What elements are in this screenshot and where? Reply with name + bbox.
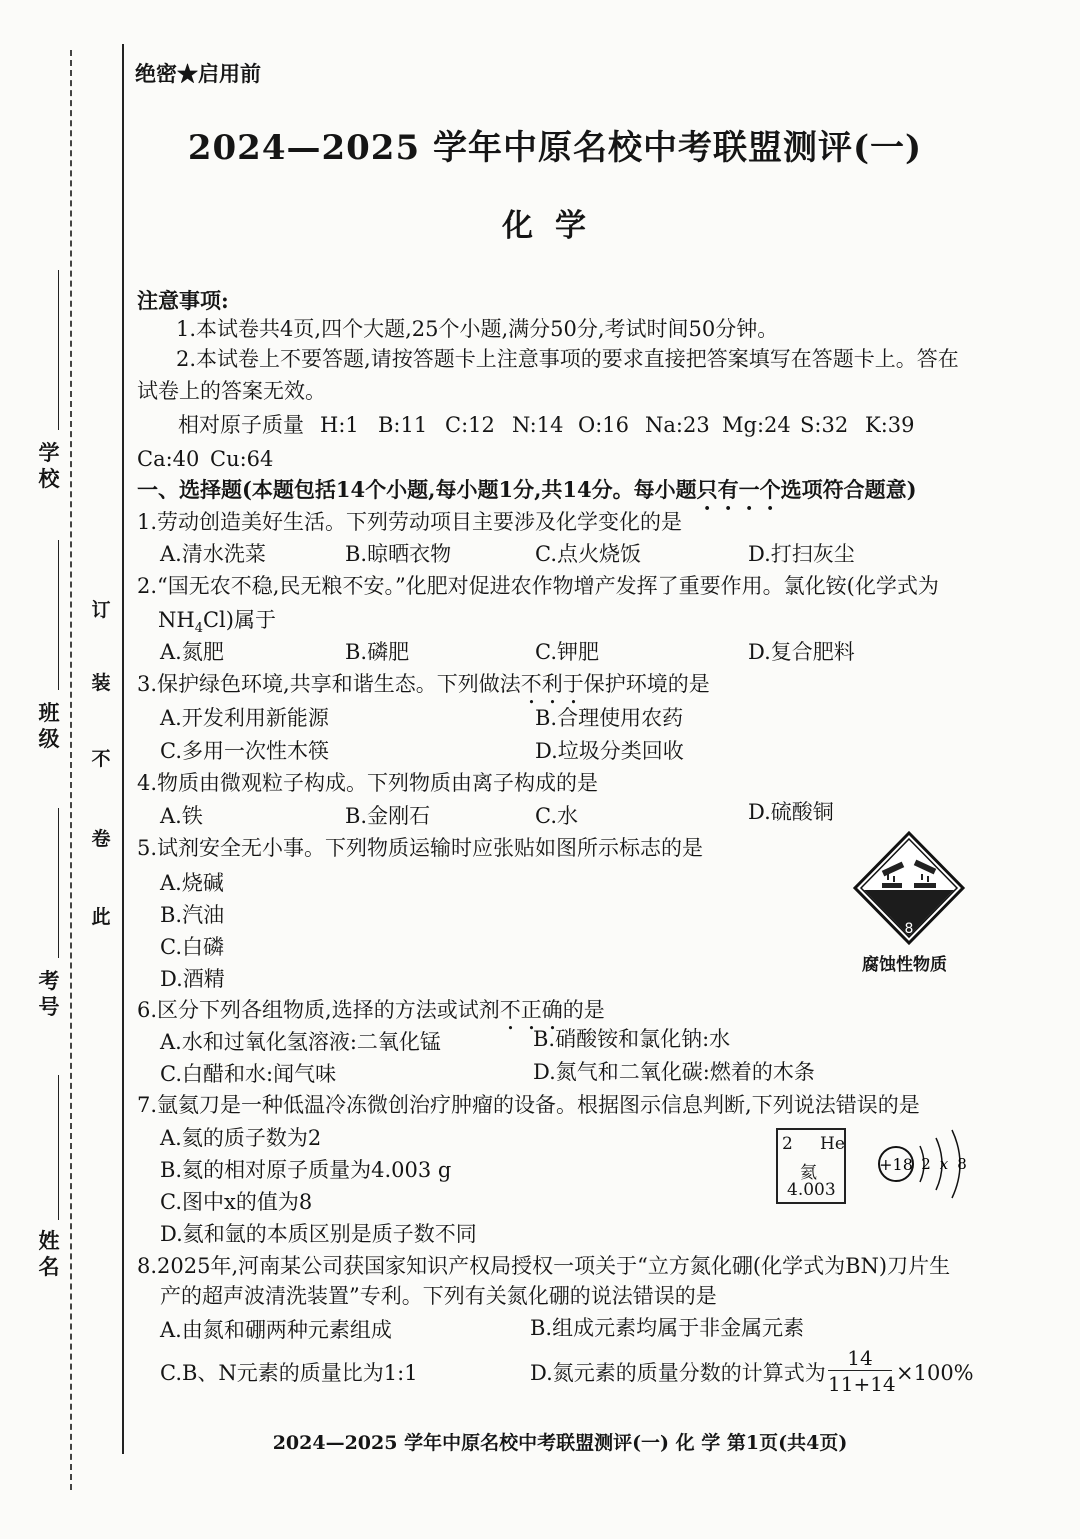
fraction-tail: ×100% bbox=[896, 1361, 974, 1385]
question-5-stem: 5.试剂安全无小事。下列物质运输时应张贴如图所示标志的是 bbox=[137, 836, 704, 860]
q5-option-a: A.烧碱 bbox=[160, 871, 224, 895]
q4-option-d: D.硫酸铜 bbox=[748, 800, 834, 824]
question-7-stem: 7.氩氦刀是一种低温冷冻微创治疗肿瘤的设备。根据图示信息判断,下列说法错误的是 bbox=[137, 1093, 920, 1117]
sign-caption: 腐蚀性物质 bbox=[862, 955, 947, 975]
question-3-stem: 3.保护绿色环境,共享和谐生态。下列做法不利于保护环境的是 bbox=[137, 672, 710, 696]
nucleus-charge: +18 bbox=[879, 1155, 913, 1174]
q3-option-b: B.合理使用农药 bbox=[535, 706, 684, 730]
element-name: 氦 bbox=[800, 1163, 817, 1183]
atomic-mass: Ca:40 bbox=[137, 447, 200, 471]
notes-heading: 注意事项: bbox=[137, 288, 229, 313]
top-secret-label: 绝密★启用前 bbox=[135, 61, 261, 86]
q2-option-a: A.氮肥 bbox=[160, 640, 224, 664]
seal-char: 装 bbox=[91, 672, 111, 694]
q2-option-d: D.复合肥料 bbox=[748, 640, 855, 664]
q8-option-b: B.组成元素均属于非金属元素 bbox=[530, 1316, 805, 1340]
question-4-stem: 4.物质由微观粒子构成。下列物质由离子构成的是 bbox=[137, 771, 599, 795]
question-8-stem: 8.2025年,河南某公司获国家知识产权局授权一项关于“立方氮化硼(化学式为BN)刀片生 bbox=[137, 1254, 951, 1278]
q7-option-c: C.图中x的值为8 bbox=[160, 1190, 313, 1214]
question-2-stem-cont: $NH_4Cl$)属于 bbox=[158, 608, 276, 637]
page-footer: 2024—2025 学年中原名校中考联盟测评(一) 化 学 第1页(共4页) bbox=[272, 1432, 848, 1454]
q7-option-a: A.氦的质子数为2 bbox=[160, 1126, 322, 1150]
helium-element-card bbox=[776, 1128, 846, 1204]
atomic-mass: N:14 bbox=[512, 413, 564, 437]
q4-option-b: B.金刚石 bbox=[345, 804, 431, 828]
question-6-stem: 6.区分下列各组物质,选择的方法或试剂不正确的是 bbox=[137, 998, 605, 1022]
school-blank bbox=[58, 270, 59, 430]
q7-option-b: B.氦的相对原子质量为4.003 g bbox=[160, 1158, 452, 1182]
element-symbol: He bbox=[820, 1134, 845, 1154]
exam-no-label: 考号 bbox=[38, 968, 60, 1019]
school-label: 学校 bbox=[38, 440, 60, 491]
q3-option-c: C.多用一次性木筷 bbox=[160, 739, 329, 763]
subject-title: 化学 bbox=[502, 208, 608, 244]
question-1-stem: 1.劳动创造美好生活。下列劳动项目主要涉及化学变化的是 bbox=[137, 510, 683, 534]
seal-char: 此 bbox=[91, 906, 111, 928]
q4-option-a: A.铁 bbox=[160, 804, 203, 828]
seal-char: 订 bbox=[91, 599, 111, 621]
q5-option-b: B.汽油 bbox=[160, 903, 225, 927]
electron-count: 2 bbox=[921, 1155, 931, 1173]
q4-option-c: C.水 bbox=[535, 804, 578, 828]
note-1: 1.本试卷共4页,四个大题,25个小题,满分50分,考试时间50分钟。 bbox=[176, 317, 779, 341]
atomic-number: 2 bbox=[782, 1134, 793, 1154]
exam-title: 2024—2025 学年中原名校中考联盟测评(一) bbox=[187, 128, 923, 168]
q7-option-d: D.氦和氩的本质区别是质子数不同 bbox=[160, 1222, 477, 1246]
name-blank bbox=[58, 1075, 59, 1220]
electron-count: 8 bbox=[957, 1155, 967, 1173]
q5-option-d: D.酒精 bbox=[160, 967, 225, 991]
question-2-stem: 2.“国无农不稳,民无粮不安。”化肥对促进农作物增产发挥了重要作用。氯化铵(化学式为 bbox=[137, 574, 939, 598]
corrosive-sign-icon bbox=[852, 830, 966, 950]
atomic-mass: H:1 bbox=[320, 413, 359, 437]
electron-count: x bbox=[939, 1155, 949, 1173]
q3-option-a: A.开发利用新能源 bbox=[160, 706, 329, 730]
class-blank bbox=[58, 540, 59, 690]
atomic-mass: Mg:24 bbox=[722, 413, 791, 437]
argon-atom-structure-icon bbox=[876, 1124, 972, 1204]
q1-option-d: D.打扫灰尘 bbox=[748, 542, 855, 566]
fraction-numerator: 14 bbox=[828, 1346, 892, 1371]
q8-option-d: D.氮元素的质量分数的计算式为 bbox=[530, 1361, 826, 1385]
q5-option-c: C.白磷 bbox=[160, 935, 224, 959]
q6-option-c: C.白醋和水:闻气味 bbox=[160, 1062, 337, 1086]
class-label: 班级 bbox=[38, 700, 60, 751]
atomic-mass-value: 4.003 bbox=[787, 1180, 836, 1200]
fraction-denominator: 11+14 bbox=[828, 1372, 896, 1396]
atomic-mass: S:32 bbox=[800, 413, 849, 437]
name-label: 姓名 bbox=[38, 1228, 60, 1279]
q6-option-d: D.氮气和二氧化碳:燃着的木条 bbox=[533, 1060, 815, 1084]
atomic-mass: Na:23 bbox=[645, 413, 710, 437]
atomic-mass-label: 相对原子质量 bbox=[178, 413, 304, 437]
q6-option-b: B.硝酸铵和氯化钠:水 bbox=[533, 1027, 731, 1051]
seal-char: 不 bbox=[91, 748, 111, 770]
q2-option-c: C.钾肥 bbox=[535, 640, 599, 664]
binding-solid-line bbox=[122, 44, 124, 1454]
q1-option-a: A.清水洗菜 bbox=[160, 542, 266, 566]
sign-number: 8 bbox=[904, 921, 914, 937]
binding-dashed-line bbox=[70, 50, 72, 1490]
q8-option-c: C.B、N元素的质量比为1:1 bbox=[160, 1361, 418, 1385]
atomic-mass: K:39 bbox=[865, 413, 915, 437]
q1-option-c: C.点火烧饭 bbox=[535, 542, 641, 566]
q2-option-b: B.磷肥 bbox=[345, 640, 410, 664]
question-8-stem-cont: 产的超声波清洗装置”专利。下列有关氮化硼的说法错误的是 bbox=[160, 1284, 717, 1308]
note-2: 2.本试卷上不要答题,请按答题卡上注意事项的要求直接把答案填写在答题卡上。答在 bbox=[176, 347, 959, 371]
mass-fraction-formula bbox=[828, 1346, 896, 1397]
q3-option-d: D.垃圾分类回收 bbox=[535, 739, 684, 763]
section-heading: 一、选择题(本题包括14个小题,每小题1分,共14分。每小题只有一个选项符合题意) bbox=[137, 477, 917, 502]
q1-option-b: B.晾晒衣物 bbox=[345, 542, 452, 566]
atomic-mass: B:11 bbox=[378, 413, 428, 437]
seal-char: 卷 bbox=[91, 828, 111, 850]
atomic-mass: Cu:64 bbox=[210, 447, 274, 471]
q8-option-a: A.由氮和硼两种元素组成 bbox=[160, 1318, 392, 1342]
atomic-mass: C:12 bbox=[445, 413, 495, 437]
note-2-cont: 试卷上的答案无效。 bbox=[137, 379, 326, 403]
atomic-mass: O:16 bbox=[578, 413, 630, 437]
q6-option-a: A.水和过氧化氢溶液:二氧化锰 bbox=[160, 1030, 441, 1054]
exam-no-blank bbox=[58, 808, 59, 958]
